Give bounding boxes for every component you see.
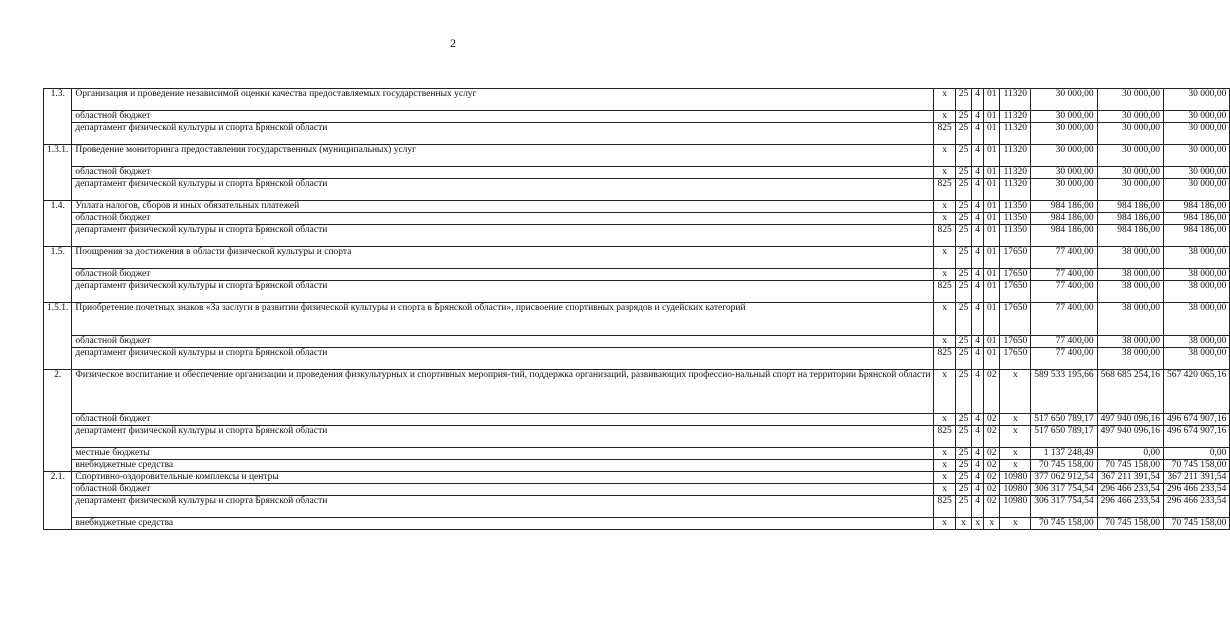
code-column-5: 17650 — [1000, 348, 1031, 370]
code-column-5: 17650 — [1000, 303, 1031, 336]
code-column-4: 01 — [983, 225, 1000, 247]
code-column-3: 4 — [972, 303, 984, 336]
description-cell: областной бюджет — [72, 414, 934, 426]
code-column-1: x — [934, 111, 955, 123]
budget-table — [43, 88, 1230, 530]
code-column-5: x — [1000, 426, 1031, 448]
table-row — [44, 472, 1230, 484]
amount-column-3: 367 211 391,54 — [1163, 472, 1229, 484]
amount-column-1: 30 000,00 — [1031, 179, 1097, 201]
code-column-1: x — [934, 414, 955, 426]
table-row — [44, 448, 1230, 460]
table-row — [44, 336, 1230, 348]
code-column-2: 25 — [955, 213, 972, 225]
amount-column-2: 38 000,00 — [1097, 269, 1163, 281]
code-column-1: x — [934, 472, 955, 484]
budget-table-body — [44, 89, 1230, 530]
table-row — [44, 518, 1230, 530]
amount-column-3: 30 000,00 — [1163, 111, 1229, 123]
code-column-5: 17650 — [1000, 336, 1031, 348]
item-number: 1.3.1. — [44, 145, 72, 201]
code-column-3: 4 — [972, 111, 984, 123]
code-column-4: 01 — [983, 145, 1000, 167]
code-column-1: 825 — [934, 281, 955, 303]
amount-column-2: 70 745 158,00 — [1097, 460, 1163, 472]
code-column-4: 02 — [983, 370, 1000, 414]
code-column-3: 4 — [972, 89, 984, 111]
amount-column-3: 30 000,00 — [1163, 145, 1229, 167]
amount-column-1: 984 186,00 — [1031, 225, 1097, 247]
code-column-3: 4 — [972, 496, 984, 518]
amount-column-3: 496 674 907,16 — [1163, 414, 1229, 426]
page-number: 2 — [450, 36, 456, 50]
code-column-4: 01 — [983, 303, 1000, 336]
code-column-3: 4 — [972, 179, 984, 201]
amount-column-1: 984 186,00 — [1031, 201, 1097, 213]
code-column-3: 4 — [972, 472, 984, 484]
code-column-5: 11350 — [1000, 213, 1031, 225]
table-row — [44, 167, 1230, 179]
code-column-2: 25 — [955, 336, 972, 348]
code-column-5: x — [1000, 518, 1031, 530]
code-column-3: 4 — [972, 201, 984, 213]
amount-column-1: 30 000,00 — [1031, 123, 1097, 145]
code-column-2: 25 — [955, 225, 972, 247]
table-row — [44, 370, 1230, 414]
amount-column-1: 306 317 754,54 — [1031, 484, 1097, 496]
table-row — [44, 225, 1230, 247]
description-cell: Поощрения за достижения в области физической культуры и спорта — [72, 247, 934, 269]
code-column-2: x — [955, 518, 972, 530]
code-column-1: x — [934, 213, 955, 225]
description-cell: Физическое воспитание и обеспечение организации и проведения физкультурных и спортивных мероприя-тий, поддержка организаций, развивающих професcио-нальный спорт на территории Брянской области — [72, 370, 934, 414]
description-cell: департамент физической культуры и спорта Брянской области — [72, 496, 934, 518]
code-column-5: 11320 — [1000, 89, 1031, 111]
code-column-1: 825 — [934, 348, 955, 370]
code-column-4: 02 — [983, 484, 1000, 496]
amount-column-1: 517 650 789,17 — [1031, 426, 1097, 448]
amount-column-3: 30 000,00 — [1163, 123, 1229, 145]
code-column-1: x — [934, 167, 955, 179]
code-column-1: 825 — [934, 179, 955, 201]
description-cell: областной бюджет — [72, 269, 934, 281]
code-column-4: 01 — [983, 247, 1000, 269]
code-column-3: 4 — [972, 348, 984, 370]
amount-column-3: 38 000,00 — [1163, 281, 1229, 303]
table-row — [44, 426, 1230, 448]
code-column-5: x — [1000, 448, 1031, 460]
table-row — [44, 145, 1230, 167]
code-column-2: 25 — [955, 348, 972, 370]
code-column-1: x — [934, 460, 955, 472]
table-row — [44, 213, 1230, 225]
code-column-4: 02 — [983, 472, 1000, 484]
code-column-3: 4 — [972, 414, 984, 426]
amount-column-1: 30 000,00 — [1031, 145, 1097, 167]
code-column-5: 11320 — [1000, 145, 1031, 167]
code-column-5: 11350 — [1000, 225, 1031, 247]
amount-column-3: 0,00 — [1163, 448, 1229, 460]
code-column-3: 4 — [972, 460, 984, 472]
amount-column-2: 30 000,00 — [1097, 111, 1163, 123]
code-column-1: x — [934, 145, 955, 167]
description-cell: внебюджетные средства — [72, 460, 934, 472]
code-column-4: 01 — [983, 336, 1000, 348]
code-column-3: 4 — [972, 225, 984, 247]
item-number: 1.4. — [44, 201, 72, 247]
amount-column-2: 497 940 096,16 — [1097, 414, 1163, 426]
code-column-1: x — [934, 201, 955, 213]
code-column-2: 25 — [955, 414, 972, 426]
code-column-2: 25 — [955, 247, 972, 269]
code-column-3: x — [972, 518, 984, 530]
amount-column-3: 38 000,00 — [1163, 247, 1229, 269]
amount-column-3: 30 000,00 — [1163, 179, 1229, 201]
table-row — [44, 201, 1230, 213]
code-column-3: 4 — [972, 484, 984, 496]
item-number: 1.3. — [44, 89, 72, 145]
amount-column-2: 30 000,00 — [1097, 167, 1163, 179]
code-column-5: x — [1000, 414, 1031, 426]
code-column-1: x — [934, 247, 955, 269]
code-column-1: 825 — [934, 123, 955, 145]
code-column-2: 25 — [955, 426, 972, 448]
amount-column-1: 77 400,00 — [1031, 281, 1097, 303]
amount-column-3: 296 466 233,54 — [1163, 496, 1229, 518]
amount-column-2: 30 000,00 — [1097, 179, 1163, 201]
code-column-4: 01 — [983, 179, 1000, 201]
code-column-3: 4 — [972, 281, 984, 303]
amount-column-3: 30 000,00 — [1163, 89, 1229, 111]
amount-column-3: 30 000,00 — [1163, 167, 1229, 179]
code-column-5: 17650 — [1000, 247, 1031, 269]
code-column-5: 10980 — [1000, 496, 1031, 518]
table-row — [44, 460, 1230, 472]
table-row — [44, 111, 1230, 123]
code-column-4: 01 — [983, 111, 1000, 123]
code-column-3: 4 — [972, 426, 984, 448]
code-column-3: 4 — [972, 448, 984, 460]
table-row — [44, 179, 1230, 201]
description-cell: областной бюджет — [72, 484, 934, 496]
table-row — [44, 123, 1230, 145]
amount-column-2: 38 000,00 — [1097, 303, 1163, 336]
amount-column-1: 377 062 912,54 — [1031, 472, 1097, 484]
description-cell: департамент физической культуры и спорта Брянской области — [72, 225, 934, 247]
amount-column-2: 38 000,00 — [1097, 336, 1163, 348]
code-column-4: 02 — [983, 448, 1000, 460]
code-column-2: 25 — [955, 448, 972, 460]
amount-column-3: 38 000,00 — [1163, 269, 1229, 281]
amount-column-2: 984 186,00 — [1097, 213, 1163, 225]
code-column-4: 02 — [983, 460, 1000, 472]
code-column-2: 25 — [955, 145, 972, 167]
table-row — [44, 303, 1230, 336]
code-column-4: x — [983, 518, 1000, 530]
code-column-4: 02 — [983, 496, 1000, 518]
amount-column-2: 296 466 233,54 — [1097, 496, 1163, 518]
amount-column-3: 984 186,00 — [1163, 201, 1229, 213]
amount-column-3: 984 186,00 — [1163, 213, 1229, 225]
code-column-1: x — [934, 448, 955, 460]
description-cell: департамент физической культуры и спорта Брянской области — [72, 123, 934, 145]
code-column-5: 10980 — [1000, 472, 1031, 484]
amount-column-1: 30 000,00 — [1031, 111, 1097, 123]
code-column-4: 01 — [983, 348, 1000, 370]
code-column-3: 4 — [972, 213, 984, 225]
code-column-1: x — [934, 518, 955, 530]
code-column-4: 01 — [983, 281, 1000, 303]
amount-column-3: 496 674 907,16 — [1163, 426, 1229, 448]
item-number: 1.5. — [44, 247, 72, 303]
amount-column-3: 70 745 158,00 — [1163, 460, 1229, 472]
code-column-2: 25 — [955, 167, 972, 179]
amount-column-1: 70 745 158,00 — [1031, 460, 1097, 472]
amount-column-2: 70 745 158,00 — [1097, 518, 1163, 530]
code-column-5: 10980 — [1000, 484, 1031, 496]
amount-column-2: 30 000,00 — [1097, 89, 1163, 111]
amount-column-1: 517 650 789,17 — [1031, 414, 1097, 426]
code-column-4: 02 — [983, 426, 1000, 448]
code-column-5: x — [1000, 370, 1031, 414]
amount-column-1: 70 745 158,00 — [1031, 518, 1097, 530]
amount-column-3: 984 186,00 — [1163, 225, 1229, 247]
code-column-1: x — [934, 303, 955, 336]
table-row — [44, 496, 1230, 518]
code-column-3: 4 — [972, 370, 984, 414]
table-row — [44, 269, 1230, 281]
table-row — [44, 484, 1230, 496]
amount-column-2: 30 000,00 — [1097, 145, 1163, 167]
code-column-3: 4 — [972, 336, 984, 348]
amount-column-3: 70 745 158,00 — [1163, 518, 1229, 530]
amount-column-1: 30 000,00 — [1031, 167, 1097, 179]
code-column-2: 25 — [955, 281, 972, 303]
description-cell: внебюджетные средства — [72, 518, 934, 530]
code-column-2: 25 — [955, 484, 972, 496]
code-column-4: 01 — [983, 201, 1000, 213]
amount-column-1: 77 400,00 — [1031, 269, 1097, 281]
code-column-3: 4 — [972, 269, 984, 281]
code-column-2: 25 — [955, 303, 972, 336]
description-cell: департамент физической культуры и спорта Брянской области — [72, 281, 934, 303]
table-row — [44, 281, 1230, 303]
amount-column-1: 306 317 754,54 — [1031, 496, 1097, 518]
amount-column-3: 38 000,00 — [1163, 336, 1229, 348]
amount-column-2: 568 685 254,16 — [1097, 370, 1163, 414]
code-column-4: 01 — [983, 123, 1000, 145]
description-cell: департамент физической культуры и спорта Брянской области — [72, 179, 934, 201]
code-column-4: 01 — [983, 167, 1000, 179]
amount-column-1: 589 533 195,66 — [1031, 370, 1097, 414]
code-column-5: 17650 — [1000, 281, 1031, 303]
code-column-1: 825 — [934, 426, 955, 448]
item-number: 2. — [44, 370, 72, 472]
item-number: 1.5.1. — [44, 303, 72, 370]
code-column-4: 01 — [983, 269, 1000, 281]
code-column-5: x — [1000, 460, 1031, 472]
description-cell: областной бюджет — [72, 213, 934, 225]
code-column-2: 25 — [955, 496, 972, 518]
table-row — [44, 348, 1230, 370]
code-column-3: 4 — [972, 123, 984, 145]
code-column-1: 825 — [934, 225, 955, 247]
amount-column-2: 38 000,00 — [1097, 348, 1163, 370]
amount-column-2: 0,00 — [1097, 448, 1163, 460]
amount-column-1: 30 000,00 — [1031, 89, 1097, 111]
amount-column-2: 984 186,00 — [1097, 225, 1163, 247]
description-cell: Организация и проведение независимой оценки качества предоставляемых государственных услуг — [72, 89, 934, 111]
description-cell: областной бюджет — [72, 111, 934, 123]
description-cell: Проведение мониторинга предоставления государственных (муниципальных) услуг — [72, 145, 934, 167]
code-column-2: 25 — [955, 89, 972, 111]
amount-column-1: 77 400,00 — [1031, 303, 1097, 336]
code-column-3: 4 — [972, 167, 984, 179]
amount-column-2: 367 211 391,54 — [1097, 472, 1163, 484]
code-column-5: 11320 — [1000, 123, 1031, 145]
table-row — [44, 414, 1230, 426]
amount-column-3: 296 466 233,54 — [1163, 484, 1229, 496]
amount-column-2: 296 466 233,54 — [1097, 484, 1163, 496]
code-column-4: 01 — [983, 89, 1000, 111]
code-column-5: 11320 — [1000, 111, 1031, 123]
amount-column-1: 1 137 248,49 — [1031, 448, 1097, 460]
table-row — [44, 89, 1230, 111]
amount-column-3: 38 000,00 — [1163, 348, 1229, 370]
amount-column-1: 984 186,00 — [1031, 213, 1097, 225]
code-column-2: 25 — [955, 179, 972, 201]
code-column-5: 11320 — [1000, 167, 1031, 179]
code-column-3: 4 — [972, 247, 984, 269]
code-column-1: x — [934, 484, 955, 496]
amount-column-2: 38 000,00 — [1097, 281, 1163, 303]
code-column-2: 25 — [955, 460, 972, 472]
description-cell: Уплата налогов, сборов и иных обязательных платежей — [72, 201, 934, 213]
code-column-1: x — [934, 370, 955, 414]
amount-column-2: 30 000,00 — [1097, 123, 1163, 145]
description-cell: местные бюджеты — [72, 448, 934, 460]
description-cell: департамент физической культуры и спорта Брянской области — [72, 426, 934, 448]
description-cell: областной бюджет — [72, 336, 934, 348]
amount-column-2: 497 940 096,16 — [1097, 426, 1163, 448]
description-cell: Приобретение почетных знаков «За заслуги в развитии физической культуры и спорта в Брянской области», присвоение спортивных разрядов и судейских категорий — [72, 303, 934, 336]
code-column-1: 825 — [934, 496, 955, 518]
code-column-2: 25 — [955, 123, 972, 145]
code-column-2: 25 — [955, 472, 972, 484]
code-column-3: 4 — [972, 145, 984, 167]
code-column-2: 25 — [955, 111, 972, 123]
code-column-1: x — [934, 269, 955, 281]
amount-column-3: 38 000,00 — [1163, 303, 1229, 336]
amount-column-1: 77 400,00 — [1031, 348, 1097, 370]
amount-column-3: 567 420 065,16 — [1163, 370, 1229, 414]
amount-column-1: 77 400,00 — [1031, 247, 1097, 269]
table-row — [44, 247, 1230, 269]
code-column-5: 17650 — [1000, 269, 1031, 281]
description-cell: департамент физической культуры и спорта Брянской области — [72, 348, 934, 370]
code-column-4: 02 — [983, 414, 1000, 426]
code-column-5: 11320 — [1000, 179, 1031, 201]
code-column-5: 11350 — [1000, 201, 1031, 213]
code-column-4: 01 — [983, 213, 1000, 225]
code-column-1: x — [934, 89, 955, 111]
description-cell: Спортивно-оздоровительные комплексы и центры — [72, 472, 934, 484]
code-column-1: x — [934, 336, 955, 348]
code-column-2: 25 — [955, 269, 972, 281]
amount-column-1: 77 400,00 — [1031, 336, 1097, 348]
description-cell: областной бюджет — [72, 167, 934, 179]
item-number: 2.1. — [44, 472, 72, 530]
code-column-2: 25 — [955, 201, 972, 213]
amount-column-2: 984 186,00 — [1097, 201, 1163, 213]
amount-column-2: 38 000,00 — [1097, 247, 1163, 269]
code-column-2: 25 — [955, 370, 972, 414]
